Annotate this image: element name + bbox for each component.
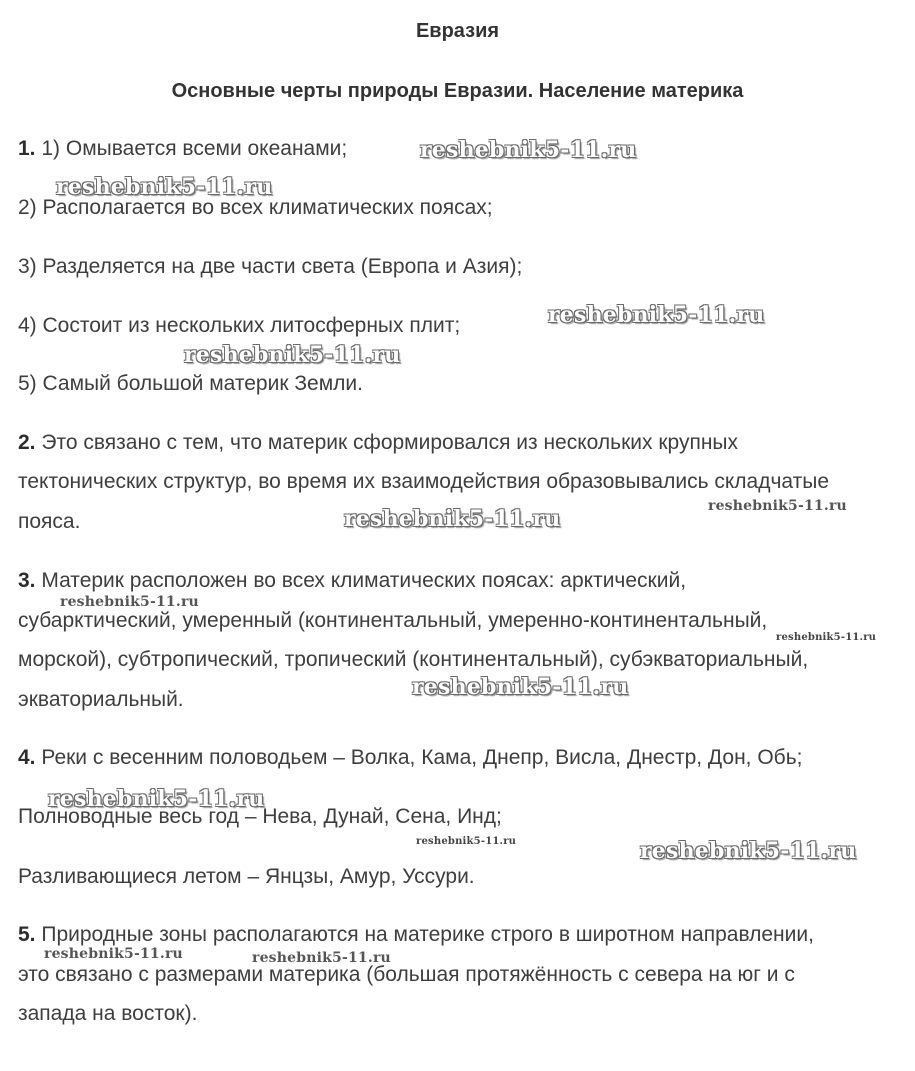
- answer-4-line-1: [18, 746, 802, 770]
- watermark: reshebnik5-11.ru: [708, 498, 847, 514]
- answer-number: 3.: [18, 569, 36, 592]
- answer-5-line-3: запада на восток).: [18, 1002, 198, 1025]
- answer-3-line-1: [18, 569, 686, 593]
- watermark: reshebnik5-11.ru: [184, 342, 401, 368]
- watermark: reshebnik5-11.ru: [344, 506, 561, 532]
- watermark: reshebnik5-11.ru: [420, 137, 637, 163]
- answer-number: 5.: [18, 923, 36, 946]
- answer-3-line-2: субарктический, умеренный (континентальный, умеренно-континентальный,: [18, 609, 768, 632]
- watermark: reshebnik5-11.ru: [252, 950, 391, 966]
- answer-2-line-1: [18, 431, 738, 455]
- watermark: reshebnik5-11.ru: [640, 838, 857, 864]
- answer-1-line-4: 4) Состоит из нескольких литосферных плит;: [18, 314, 461, 337]
- answer-4-line-3: Разливающиеся летом – Янцзы, Амур, Уссури.: [18, 865, 475, 888]
- answer-5-line-2: это связано с размерами материка (большая протяжённость с севера на юг и с: [18, 963, 795, 986]
- answer-1-line-5: 5) Самый большой материк Земли.: [18, 372, 363, 395]
- watermark: reshebnik5-11.ru: [776, 632, 877, 643]
- answer-3-line-3: морской), субтропический, тропический (континентальный), субэкваториальный,: [18, 648, 809, 671]
- watermark: reshebnik5-11.ru: [416, 836, 517, 847]
- answer-5-line-1: [18, 923, 814, 947]
- watermark: reshebnik5-11.ru: [44, 946, 183, 962]
- watermark: reshebnik5-11.ru: [548, 302, 765, 328]
- answer-text: Природные зоны располагаются на материке строго в широтном направлении,: [41, 923, 814, 946]
- answer-1-line-2: 2) Располагается во всех климатических поясах;: [18, 196, 493, 219]
- answer-number: 1.: [18, 137, 36, 160]
- answer-1-line-1: [18, 137, 347, 161]
- answer-1-line-3: 3) Разделяется на две части света (Европа и Азия);: [18, 255, 523, 278]
- answer-text: Материк расположен во всех климатических поясах: арктический,: [41, 569, 687, 592]
- answer-number: 4.: [18, 746, 36, 769]
- answer-text: 1) Омывается всеми океанами;: [41, 137, 348, 160]
- watermark: reshebnik5-11.ru: [48, 786, 265, 812]
- answer-4-line-2: Полноводные весь год – Нева, Дунай, Сена, Инд;: [18, 805, 502, 828]
- watermark: reshebnik5-11.ru: [60, 594, 199, 610]
- answer-text: Реки с весенним половодьем – Волка, Кама, Днепр, Висла, Днестр, Дон, Обь;: [41, 746, 803, 769]
- answer-text: Это связано с тем, что материк сформировался из нескольких крупных: [41, 431, 739, 454]
- answer-3-line-4: экваториальный.: [18, 688, 184, 711]
- watermark: reshebnik5-11.ru: [412, 674, 629, 700]
- answer-2-line-3: пояса.: [18, 510, 81, 533]
- section-subtitle: Основные черты природы Евразии. Население материка: [171, 80, 744, 102]
- answer-number: 2.: [18, 431, 36, 454]
- watermark: reshebnik5-11.ru: [56, 174, 273, 200]
- page-title: Евразия: [415, 20, 500, 42]
- answer-2-line-2: тектонических структур, во время их взаимодействия образовывались складчатые: [18, 470, 830, 493]
